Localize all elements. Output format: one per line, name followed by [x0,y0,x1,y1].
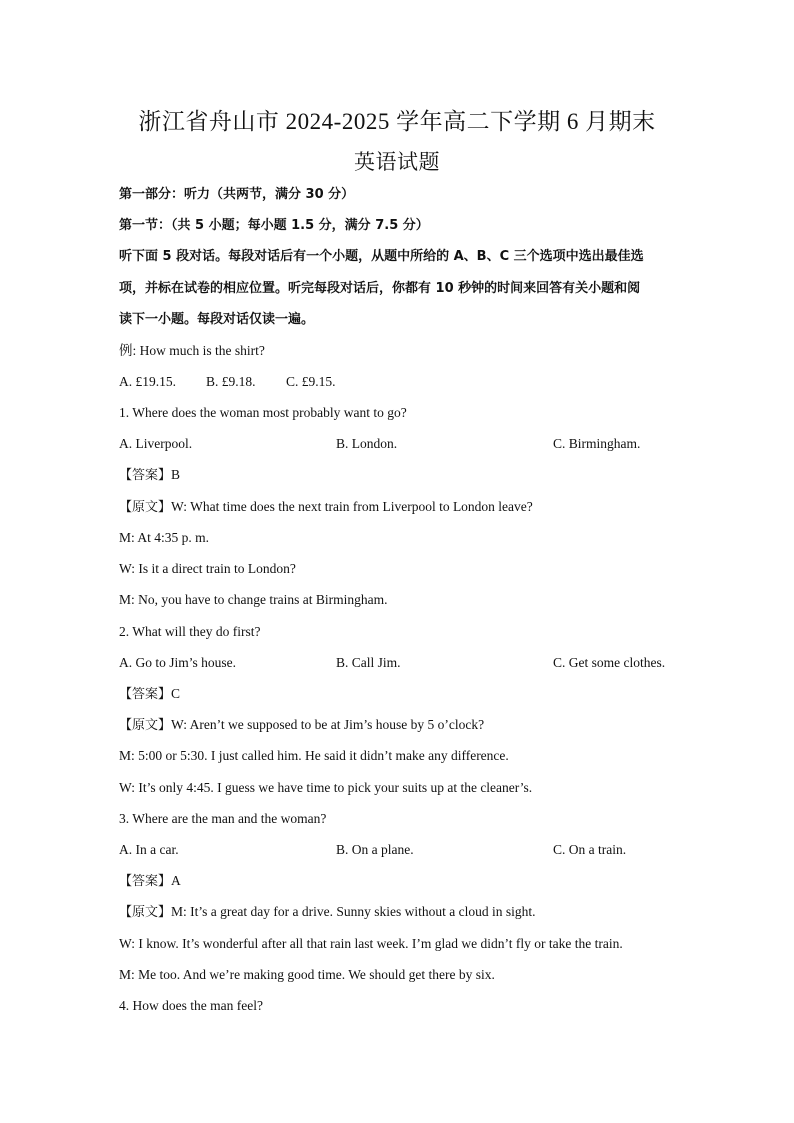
script-line: W: I know. It’s wonderful after all that rain last week. I’m glad we didn’t fly or take the train. [119,936,623,951]
option-a: A. In a car. [119,842,179,857]
instruction-line: 听下面 5 段对话。每段对话后有一个小题，从题中所给的 A、B、C 三个选项中选出最佳选 [119,249,644,264]
example-question: 例: How much is the shirt? [119,343,265,358]
question-stem: 3. Where are the man and the woman? [119,811,327,826]
section-heading: 第一节：（共 5 小题；每小题 1.5 分，满分 7.5 分） [119,218,429,233]
answer-line [119,872,181,891]
script-tag: 【原文】 [119,905,172,920]
question-stem: 1. Where does the woman most probably want to go? [119,405,407,420]
script-line: M: At 4:35 p. m. [119,530,210,545]
answer-value: A [171,873,181,888]
script-line [119,903,535,922]
script-text: M: It’s a great day for a drive. Sunny skies without a cloud in sight. [171,904,536,919]
answer-value: B [171,467,181,482]
script-text: W: What time does the next train from Liverpool to London leave? [171,499,533,514]
question-stem: 4. How does the man feel? [119,998,263,1013]
option-b: B. Call Jim. [336,655,401,670]
option-a: A. Liverpool. [119,436,193,451]
question-stem: 2. What will they do first? [119,624,261,639]
page-title: 浙江省舟山市 2024-2025 学年高二下学期 6 月期末 [138,109,656,134]
example-option-b: B. £9.18. [206,374,256,389]
option-a: A. Go to Jim’s house. [119,655,237,670]
script-line [119,716,484,735]
script-line: M: 5:00 or 5:30. I just called him. He said it didn’t make any difference. [119,748,509,763]
script-tag: 【原文】 [119,718,172,733]
answer-tag: 【答案】 [119,687,172,702]
script-line [119,498,533,517]
answer-line [119,466,180,485]
option-c: C. Birmingham. [553,436,641,451]
option-c: C. On a train. [553,842,627,857]
answer-value: C [171,686,181,701]
script-line: M: Me too. And we’re making good time. We should get there by six. [119,967,495,982]
option-b: B. On a plane. [336,842,414,857]
example-option-a: A. £19.15. [119,374,176,389]
instruction-line: 项，并标在试卷的相应位置。听完每段对话后，你都有 10 秒钟的时间来回答有关小题和阅 [119,281,641,296]
answer-line [119,685,180,704]
script-line: M: No, you have to change trains at Birmingham. [119,592,388,607]
script-tag: 【原文】 [119,500,172,515]
example-option-c: C. £9.15. [286,374,336,389]
script-line: W: Is it a direct train to London? [119,561,296,576]
answer-tag: 【答案】 [119,468,172,483]
instruction-line: 读下一小题。每段对话仅读一遍。 [119,312,315,327]
option-c: C. Get some clothes. [553,655,666,670]
page-subtitle: 英语试题 [354,150,440,174]
part-heading: 第一部分：听力（共两节，满分 30 分） [119,187,355,202]
script-text: W: Aren’t we supposed to be at Jim’s house by 5 o’clock? [171,717,485,732]
option-b: B. London. [336,436,398,451]
answer-tag: 【答案】 [119,874,172,889]
script-line: W: It’s only 4:45. I guess we have time to pick your suits up at the cleaner’s. [119,780,533,795]
